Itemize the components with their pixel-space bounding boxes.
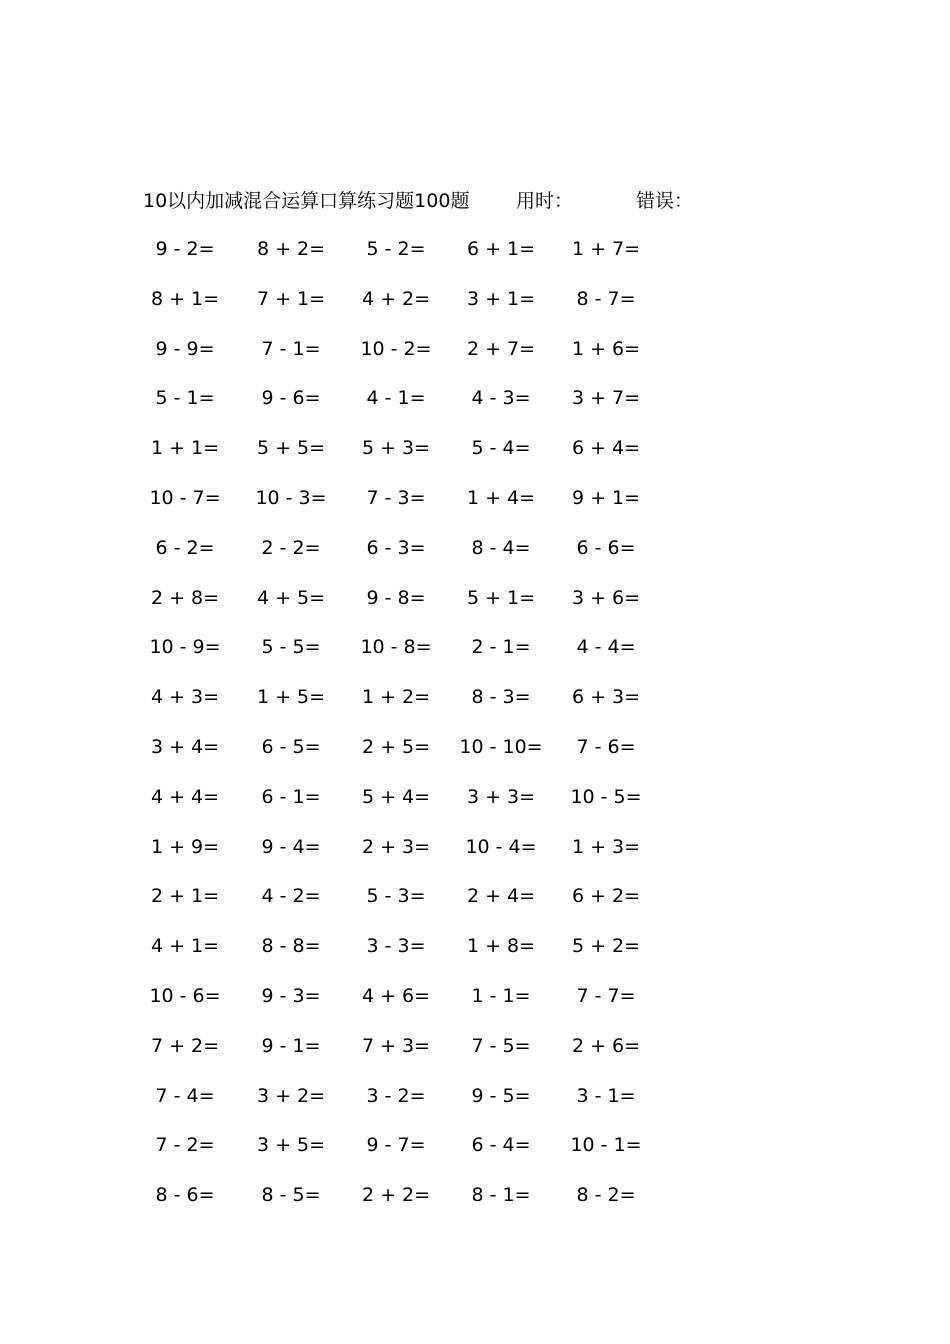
problem-row: [0, 933, 950, 983]
math-problem: 3 - 3=: [366, 935, 426, 958]
math-problem: 10 - 1=: [570, 1134, 642, 1157]
math-problem: 10 - 6=: [149, 984, 221, 1007]
math-problem: 7 - 4=: [155, 1084, 215, 1107]
math-problem: 1 + 1=: [150, 437, 220, 460]
math-problem: 8 - 6=: [155, 1184, 215, 1207]
math-problem: 3 - 1=: [576, 1084, 636, 1107]
math-problem: 9 + 1=: [571, 486, 641, 509]
math-problem: 5 + 5=: [256, 437, 326, 460]
problem-row: [0, 883, 950, 933]
math-problem: 6 - 4=: [471, 1134, 531, 1157]
problem-row: [0, 834, 950, 884]
math-problem: 4 + 3=: [150, 686, 220, 709]
math-problem: 6 - 1=: [261, 785, 321, 808]
math-problem: 10 - 9=: [149, 636, 221, 659]
math-problem: 5 + 3=: [361, 437, 431, 460]
math-problem: 9 - 9=: [155, 337, 215, 360]
math-problem: 8 - 1=: [471, 1184, 531, 1207]
problem-row: [0, 435, 950, 485]
math-problem: 3 + 6=: [571, 586, 641, 609]
math-problem: 5 - 4=: [471, 437, 531, 460]
math-problem: 7 + 1=: [256, 287, 326, 310]
math-problem: 1 + 2=: [361, 686, 431, 709]
math-problem: 8 - 3=: [471, 686, 531, 709]
math-problem: 10 - 7=: [149, 486, 221, 509]
math-problem: 1 + 3=: [571, 835, 641, 858]
math-problem: 9 - 8=: [366, 586, 426, 609]
math-problem: 10 - 10=: [459, 735, 543, 758]
math-problem: 7 - 1=: [261, 337, 321, 360]
math-problem: 6 + 3=: [571, 686, 641, 709]
errors-label: 错误：: [636, 190, 694, 212]
math-problem: 8 - 2=: [576, 1184, 636, 1207]
math-problem: 2 + 4=: [466, 885, 536, 908]
math-problem: 1 + 9=: [150, 835, 220, 858]
math-problem: 8 + 2=: [256, 238, 326, 260]
math-problem: 7 - 3=: [366, 486, 426, 509]
math-problem: 4 - 4=: [576, 636, 636, 659]
math-problem: 2 + 6=: [571, 1034, 641, 1057]
problem-row: [0, 983, 950, 1033]
math-problem: 6 - 5=: [261, 735, 321, 758]
problem-row: [0, 1033, 950, 1083]
math-problem: 9 - 5=: [471, 1084, 531, 1107]
problem-grid: [0, 236, 950, 1232]
math-problem: 4 + 1=: [150, 935, 220, 958]
problem-row: [0, 535, 950, 585]
math-problem: 10 - 4=: [465, 835, 537, 858]
problem-row: [0, 1083, 950, 1133]
problem-row: [0, 634, 950, 684]
math-problem: 4 - 3=: [471, 387, 531, 410]
math-problem: 7 - 5=: [471, 1034, 531, 1057]
math-problem: 7 - 2=: [155, 1134, 215, 1157]
math-problem: 9 - 3=: [261, 984, 321, 1007]
math-problem: 1 + 4=: [466, 486, 536, 509]
math-problem: 1 + 5=: [256, 686, 326, 709]
math-problem: 3 + 2=: [256, 1084, 326, 1107]
problem-row: [0, 1182, 950, 1232]
math-problem: 2 - 2=: [261, 536, 321, 559]
problem-row: [0, 385, 950, 435]
math-problem: 9 - 6=: [261, 387, 321, 410]
time-used-label: 用时：: [516, 190, 574, 212]
math-problem: 3 + 3=: [466, 785, 536, 808]
math-problem: 3 - 2=: [366, 1084, 426, 1107]
problem-row: [0, 684, 950, 734]
math-problem: 2 + 1=: [150, 885, 220, 908]
math-problem: 2 + 8=: [150, 586, 220, 609]
math-problem: 8 - 5=: [261, 1184, 321, 1207]
math-problem: 6 - 3=: [366, 536, 426, 559]
problem-row: [0, 784, 950, 834]
math-problem: 7 + 3=: [361, 1034, 431, 1057]
math-problem: 5 - 5=: [261, 636, 321, 659]
math-problem: 1 + 6=: [571, 337, 641, 360]
math-problem: 3 + 1=: [466, 287, 536, 310]
math-problem: 5 - 1=: [155, 387, 215, 410]
math-problem: 4 - 2=: [261, 885, 321, 908]
math-problem: 2 + 2=: [361, 1184, 431, 1207]
problem-row: [0, 485, 950, 535]
math-problem: 6 + 1=: [466, 238, 536, 260]
problem-row: [0, 734, 950, 784]
math-problem: 1 + 7=: [571, 238, 641, 260]
math-problem: 6 + 4=: [571, 437, 641, 460]
math-problem: 5 + 1=: [466, 586, 536, 609]
problem-row: [0, 286, 950, 336]
math-problem: 7 - 6=: [576, 735, 636, 758]
math-problem: 2 + 3=: [361, 835, 431, 858]
math-problem: 9 - 2=: [155, 238, 215, 260]
math-problem: 10 - 5=: [570, 785, 642, 808]
math-problem: 1 + 8=: [466, 935, 536, 958]
math-problem: 2 + 5=: [361, 735, 431, 758]
math-problem: 3 + 5=: [256, 1134, 326, 1157]
math-problem: 3 + 7=: [571, 387, 641, 410]
problem-row: [0, 236, 950, 286]
math-problem: 2 + 7=: [466, 337, 536, 360]
math-problem: 2 - 1=: [471, 636, 531, 659]
math-problem: 4 + 6=: [361, 984, 431, 1007]
math-problem: 4 + 2=: [361, 287, 431, 310]
problem-row: [0, 336, 950, 386]
math-problem: 9 - 7=: [366, 1134, 426, 1157]
math-problem: 10 - 8=: [360, 636, 432, 659]
math-problem: 3 + 4=: [150, 735, 220, 758]
math-problem: 4 + 4=: [150, 785, 220, 808]
math-problem: 5 - 3=: [366, 885, 426, 908]
math-problem: 7 + 2=: [150, 1034, 220, 1057]
math-problem: 5 + 2=: [571, 935, 641, 958]
math-problem: 6 + 2=: [571, 885, 641, 908]
math-problem: 4 - 1=: [366, 387, 426, 410]
math-problem: 4 + 5=: [256, 586, 326, 609]
math-problem: 6 - 6=: [576, 536, 636, 559]
math-problem: 10 - 2=: [360, 337, 432, 360]
math-problem: 8 + 1=: [150, 287, 220, 310]
math-problem: 9 - 1=: [261, 1034, 321, 1057]
math-problem: 1 - 1=: [471, 984, 531, 1007]
math-problem: 5 + 4=: [361, 785, 431, 808]
problem-row: [0, 1132, 950, 1182]
math-problem: 10 - 3=: [255, 486, 327, 509]
math-problem: 8 - 7=: [576, 287, 636, 310]
math-problem: 9 - 4=: [261, 835, 321, 858]
worksheet-title: 10以内加减混合运算口算练习题100题: [143, 190, 470, 212]
math-problem: 8 - 4=: [471, 536, 531, 559]
math-problem: 7 - 7=: [576, 984, 636, 1007]
math-problem: 8 - 8=: [261, 935, 321, 958]
problem-row: [0, 585, 950, 635]
math-problem: 6 - 2=: [155, 536, 215, 559]
math-problem: 5 - 2=: [366, 238, 426, 260]
